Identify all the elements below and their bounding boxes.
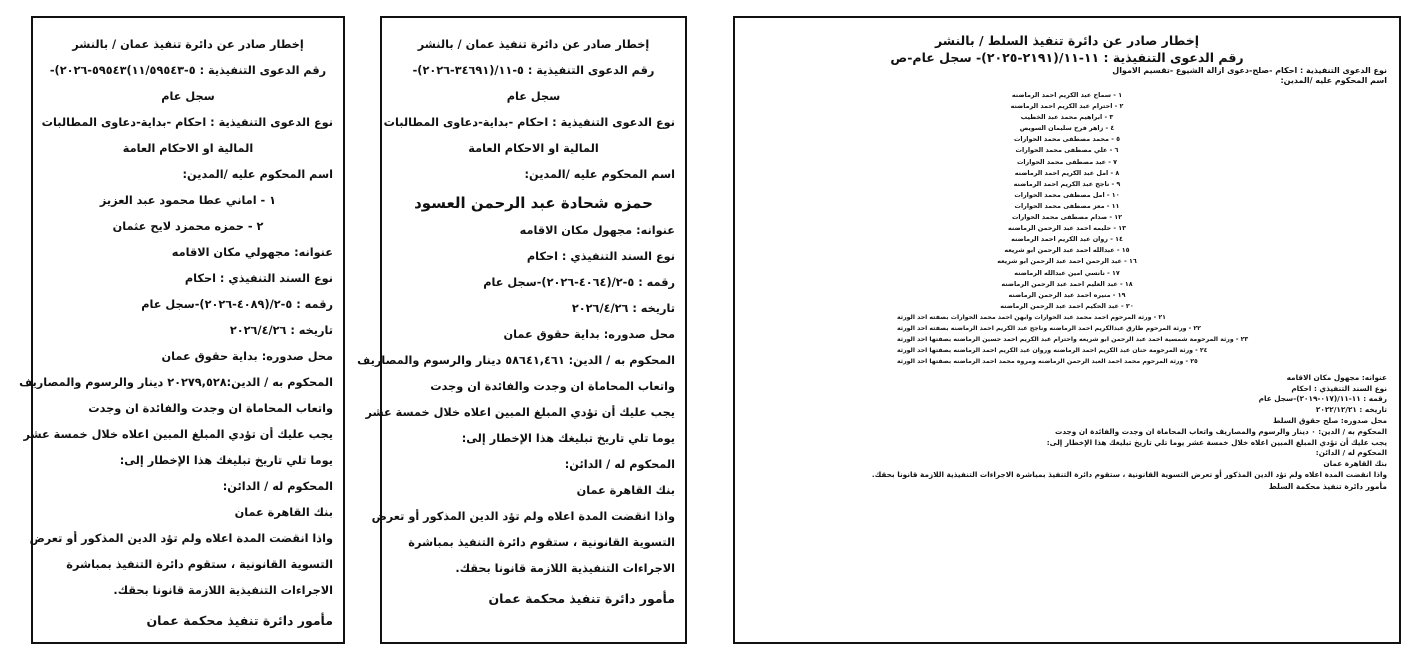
notice-title: إخطار صادر عن دائرة تنفيذ السلط / بالنشر: [934, 33, 1200, 48]
issuing-court: محل صدوره: بداية حقوق عمان: [161, 350, 333, 363]
signature: مأمور دائرة تنفيذ محكمة السلط: [1268, 481, 1387, 491]
instrument-date: تاريخه : ٢٠٢٦/٤/٢٦: [571, 302, 675, 315]
debtor-item: ١٣ - حليمه احمد عبد الرحمن الرماضنه: [1007, 224, 1127, 233]
case-details: [747, 373, 1387, 481]
instrument-number: رقمه : ٥-٢/(٤٠٦٤-٢٠٢٦)-سجل عام: [483, 276, 675, 289]
case-number: رقم الدعوى التنفيذية : ١١-١١/(٢١٩١-٢٠٢٥)- سجل عام-ص: [890, 50, 1244, 65]
warning-line: واذا انقضت المدة اعلاه ولم تؤد الدين المذكور أو تعرض: [29, 532, 333, 545]
debtor-item: ١٥ - عبدالله احمد عبد الرحمن ابو شريعه: [1004, 246, 1130, 255]
case-register: سجل عام: [506, 90, 561, 103]
debtor-item: ١١ - معز مصطفى محمد الحوارات: [1014, 201, 1120, 210]
debtor-label: اسم المحكوم عليه /المدين:: [1280, 76, 1387, 85]
notice-right: [733, 16, 1401, 644]
instrument-date: تاريخه : ٢٠٢٢/١٢/٢١: [1315, 405, 1387, 415]
debtor-item: ٩ - ناجح عبد الكريم احمد الرماضنه: [1013, 179, 1121, 188]
debtor-item: ٢٠ - عبد الحكيم احمد عبد الرحمن الرماضنه: [1000, 301, 1134, 310]
debtor-label: اسم المحكوم عليه /المدين:: [182, 168, 333, 181]
judgment-amount: المحكوم به / الدين: ٠ دينار والرسوم والمصاريف واتعاب المحاماة ان وجدت والفائدة ان وجدت: [1055, 426, 1387, 436]
payment-instruction: يجب عليك أن تؤدي المبلغ المبين اعلاه خلال خمسة عشر: [365, 406, 675, 419]
debtor-item: ٦ - علي مصطفى محمد الحوارات: [1015, 146, 1119, 155]
judgment-amount: المحكوم به / الدين: ٥٨٦٤١,٤٦١ دينار والرسوم والمصاريف: [357, 354, 675, 367]
heir-item: ٢٢ - ورثة المرحوم طارق عبدالكريم احمد الرماضنه وناجح عبد الكريم احمد الرماضنه بصفته احد الورثة: [897, 324, 1201, 332]
heir-item: ٢٣ - ورثة المرحومة شمسية احمد عبد الرحمن ابو شريعه واحترام عبد الكريم احمد حسين الرماضنه بصفتها احد الورثة: [897, 335, 1249, 343]
instrument-type: نوع السند التنفيذي : احكام: [184, 272, 333, 285]
debtor-item: ٥ - محمد مصطفى محمد الحوارات: [1014, 135, 1120, 144]
debtor-item: ٤ - زاهر فرح سليمان السويص: [1019, 124, 1115, 133]
signature: مأمور دائرة تنفيذ محكمة عمان: [146, 613, 333, 628]
instrument-number: رقمه : ٥-٢/(٤٠٨٩-٢٠٢٦)-سجل عام: [141, 298, 333, 311]
debtor-name: ١ - اماني عطا محمود عبد العزيز: [99, 194, 277, 207]
issuing-court: محل صدوره: صلح حقوق السلط: [1272, 416, 1387, 426]
warning-line: الاجراءات التنفيذية اللازمة قانونا بحقك.: [455, 562, 675, 575]
debtor-item: ٢ - احترام عبد الكريم احمد الرماضنه: [1010, 102, 1124, 111]
case-type: نوع الدعوى التنفيذية : احكام -بداية-دعاوى المطالبات: [41, 116, 333, 129]
signature: مأمور دائرة تنفيذ محكمة عمان: [488, 591, 675, 606]
warning-line: واذا انقضت المدة اعلاه ولم تؤد الدين المذكور أو تعرض: [371, 510, 675, 523]
creditor-label: المحكوم له / الدائن:: [222, 480, 333, 493]
debtor-item: ٣ - ابراهيم محمد عبد الخطيب: [1020, 113, 1114, 122]
fees-line: واتعاب المحاماة ان وجدت والفائدة ان وجدت: [88, 402, 333, 415]
debtor-item: ١٧ - نانسي امين عبدالله الرماضنه: [1014, 268, 1120, 277]
creditor-label: المحكوم له / الدائن:: [1315, 448, 1387, 458]
debtor-item: ١٤ - روان عبد الكريم احمد الرماضنه: [1011, 235, 1123, 244]
case-number: رقم الدعوى التنفيذية : ٥-١١/(٣٤٦٩١-٢٠٢٦)-: [412, 64, 655, 77]
heir-item: ٢٥ - ورثة المرحوم محمد احمد العبد الرحمن الرماضنه ومروه محمد احمد الرماضنه بصفتها احد الورثة: [897, 357, 1198, 365]
address-line: عنوانه: مجهولي مكان الاقامه: [171, 246, 333, 259]
debtor-item: ٧ - عبد مصطفى محمد الحوارات: [1016, 157, 1118, 166]
warning-line: واذا انقضت المدة اعلاه ولم تؤد الدين المذكور أو تعرض التسوية القانونية ، ستقوم دائرة التنفيذ بمباشرة الاجراءات التنفيذية اللازمة قانونا بحقك.: [871, 470, 1387, 480]
instrument-type: نوع السند التنفيذي : احكام: [1291, 383, 1387, 393]
debtor-item: ١٩ - منيره احمد عبد الرحمن الرماضنه: [1008, 290, 1126, 299]
issuing-court: محل صدوره: بداية حقوق عمان: [503, 328, 675, 341]
judgment-amount: المحكوم به / الدين:٢٠٢٧٩,٥٢٨ دينار والرسوم والمصاريف: [19, 376, 333, 389]
payment-instruction: يجب عليك أن تؤدي المبلغ المبين اعلاه خلال خمسة عشر يوما تلي تاريخ تبليغك هذا الإخطار إلى:: [1046, 437, 1387, 447]
payment-instruction-cont: يوما تلي تاريخ تبليغك هذا الإخطار إلى:: [119, 454, 333, 467]
debtor-item: ١٢ - صدام مصطفى محمد الحوارات: [1011, 213, 1123, 222]
heir-item: ٢١ - ورثة المرحوم احمد محمد عبد الحوارات وابهن احمد محمد الحوارات بصفته احد الورثة: [897, 313, 1166, 321]
case-type-cont: المالية او الاحكام العامة: [122, 142, 254, 155]
instrument-date: تاريخه : ٢٠٢٦/٤/٢٦: [229, 324, 333, 337]
address-line: عنوانه: مجهول مكان الاقامه: [519, 224, 675, 237]
debtor-item: ١٨ - عبد العليم احمد عبد الرحمن الرماضنه: [1001, 279, 1133, 288]
debtor-item: ٨ - امل عبد الكريم احمد الرماضنه: [1014, 168, 1120, 177]
warning-line: التسوية القانونية ، ستقوم دائرة التنفيذ بمباشرة: [66, 558, 333, 571]
heir-item: ٢٤ - ورثة المرحومة حنان عبد الكريم احمد الرماضنه وروان عبد الكريم احمد الرماضنه بصفتها احد الورثة: [897, 346, 1208, 354]
warning-line: الاجراءات التنفيذية اللازمة قانونا بحقك.: [113, 584, 333, 597]
creditor-name: بنك القاهرة عمان: [576, 484, 675, 497]
case-number: رقم الدعوى التنفيذية : ٥-١١/٥٩٥٤٣)٥٩٥٤٣-٢٠٢٦)-: [49, 64, 327, 77]
instrument-type: نوع السند التنفيذي : احكام: [526, 250, 675, 263]
payment-instruction: يجب عليك أن تؤدي المبلغ المبين اعلاه خلال خمسة عشر: [23, 428, 333, 441]
debtor-item: ١٠ - امل مصطفى محمد الحوارات: [1014, 190, 1120, 199]
fees-line: واتعاب المحاماة ان وجدت والفائدة ان وجدت: [430, 380, 675, 393]
debtor-list: [747, 90, 1387, 312]
case-type: نوع الدعوى التنفيذية : احكام -بداية-دعاوى المطالبات: [383, 116, 675, 129]
warning-line: التسوية القانونية ، ستقوم دائرة التنفيذ بمباشرة: [408, 536, 675, 549]
debtor-item: ١ - سماح عبد الكريم احمد الرماضنه: [1011, 91, 1123, 99]
debtor-name: ٢ - حمزه محمزد لايح عثمان: [112, 220, 264, 233]
case-register: سجل عام: [161, 90, 215, 103]
heirs-list: [897, 312, 1377, 367]
address-line: عنوانه: مجهول مكان الاقامه: [1286, 372, 1387, 382]
notice-title: إخطار صادر عن دائرة تنفيذ عمان / بالنشر: [417, 38, 650, 51]
creditor-label: المحكوم له / الدائن:: [564, 458, 675, 471]
creditor-name: بنك القاهرة عمان: [234, 506, 333, 519]
creditor-name: بنك القاهرة عمان: [1323, 459, 1387, 469]
case-type: نوع الدعوى التنفيذية : احكام -صلح-دعوى ازالة الشيوع -تقسيم الاموال: [1112, 66, 1387, 75]
case-type-cont: المالية او الاحكام العامة: [468, 142, 599, 155]
notice-title: إخطار صادر عن دائرة تنفيذ عمان / بالنشر: [72, 38, 304, 51]
instrument-number: رقمه : ١١-١١/(٠١٧-٢٠١٩)-سجل عام: [1258, 394, 1387, 404]
debtor-item: ١٦ - عبد الرحمن احمد عبد الرحمن ابو شريعه: [997, 257, 1137, 266]
debtor-name: حمزه شحادة عبد الرحمن العسود: [414, 194, 653, 212]
debtor-label: اسم المحكوم عليه /المدين:: [524, 168, 675, 181]
payment-instruction-cont: يوما تلي تاريخ تبليغك هذا الإخطار إلى:: [461, 432, 675, 445]
notice-middle: [357, 16, 687, 644]
notice-left: [19, 16, 345, 644]
